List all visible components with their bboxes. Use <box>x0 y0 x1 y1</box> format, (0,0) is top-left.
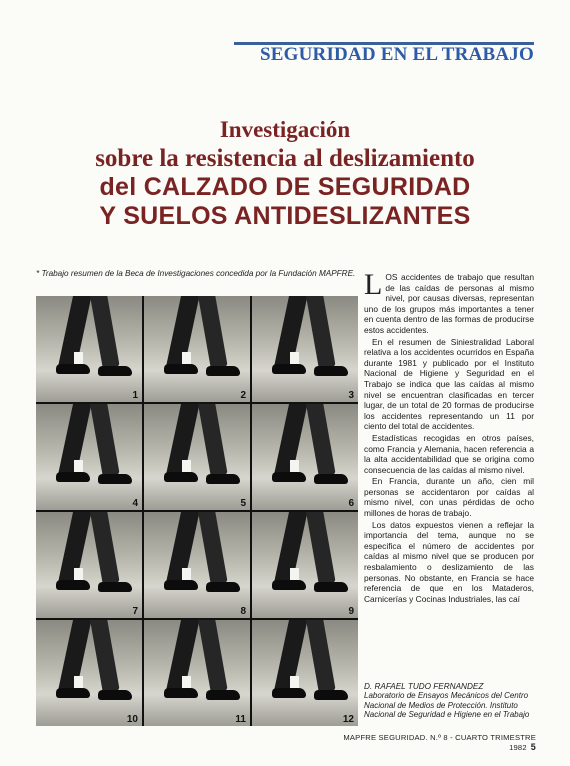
page-number: 5 <box>530 742 536 752</box>
author-name: D. RAFAEL TUDO FERNANDEZ <box>364 682 484 691</box>
section-title: SEGURIDAD EN EL TRABAJO <box>259 44 534 65</box>
photo-frame <box>36 404 142 510</box>
photo-number: 10 <box>126 714 138 725</box>
photo-number: 12 <box>342 714 354 725</box>
photo-frame <box>144 512 250 618</box>
photo-frame <box>144 620 250 726</box>
photo-frame <box>36 512 142 618</box>
article-paragraph: En el resumen de Siniestralidad Laboral relativa a los accidentes ocurridos en España durante 1981 y publicado por el Instituto Nacional de Higiene y Seguridad en el Trabajo se indica que las caídas al mismo nivel se encuentran clasificadas en tercer lugar, de un total de 20 formas de producirse los accidentes representando un 11 por ciento del total de accidentes. <box>364 336 534 432</box>
drop-cap: L <box>364 268 383 301</box>
article-paragraph: Los datos expuestos vienen a reflejar la importancia del tema, aunque no se especifica el número de accidentes por caídas al mismo nivel que se producen por resbalamiento o deslizamiento de las personas. No obstante, en Francia se hace referencia de que en los Mataderos, Carnicerías y Cocinas Industriales, las caí <box>364 519 534 604</box>
photo-caption: * Trabajo resumen de la Beca de Investigaciones concedida por la Fundación MAPFRE. <box>36 269 356 278</box>
photo-frame <box>144 296 250 402</box>
headline-line-4: Y SUELOS ANTIDESLIZANTES <box>99 201 471 230</box>
footer-publication: MAPFRE SEGURIDAD. N.º 8 - CUARTO TRIMESTRE 1982 <box>343 733 536 752</box>
photo-sequence-grid <box>36 296 358 726</box>
headline <box>0 117 570 231</box>
article-body <box>364 268 534 605</box>
photo-frame <box>252 296 358 402</box>
photo-number: 7 <box>132 606 138 617</box>
article-paragraph: LOS accidentes de trabajo que resultan de las caídas de personas al mismo nivel, por causas diversas, representan uno de los grupos más importantes a tener en cuenta dentro de las formas de producirse estos accidentes. <box>364 268 534 335</box>
page-footer <box>330 733 536 752</box>
photo-number: 1 <box>132 390 138 401</box>
photo-number: 8 <box>240 606 246 617</box>
headline-line-2: sobre la resistencia al deslizamiento <box>95 144 475 172</box>
photo-number: 6 <box>348 498 354 509</box>
article-paragraph: Estadísticas recogidas en otros países, como Francia y Alemania, hacen referencia a la alta accidentabilidad que se origina como consecuencia de las caídas al mismo nivel. <box>364 432 534 475</box>
headline-line-1: Investigación <box>219 117 351 142</box>
author-affiliation: Laboratorio de Ensayos Mecánicos del Centro Nacional de Medios de Protección. Instituto Nacional de Seguridad e Higiene en el Trabajo <box>364 691 530 720</box>
photo-frame <box>36 296 142 402</box>
photo-number: 9 <box>348 606 354 617</box>
photo-number: 5 <box>240 498 246 509</box>
photo-frame <box>144 404 250 510</box>
article-paragraph: En Francia, durante un año, cien mil personas se accidentaron por caídas al mismo nivel, con unas pérdidas de ocho millones de horas de trabajo. <box>364 476 534 519</box>
photo-frame <box>36 620 142 726</box>
photo-number: 2 <box>240 390 246 401</box>
author-block <box>364 682 536 720</box>
photo-frame <box>252 404 358 510</box>
photo-frame <box>252 512 358 618</box>
headline-line-3: del CALZADO DE SEGURIDAD <box>99 172 471 201</box>
photo-number: 11 <box>235 714 246 725</box>
photo-frame <box>252 620 358 726</box>
photo-number: 3 <box>348 390 354 401</box>
photo-number: 4 <box>132 498 138 509</box>
